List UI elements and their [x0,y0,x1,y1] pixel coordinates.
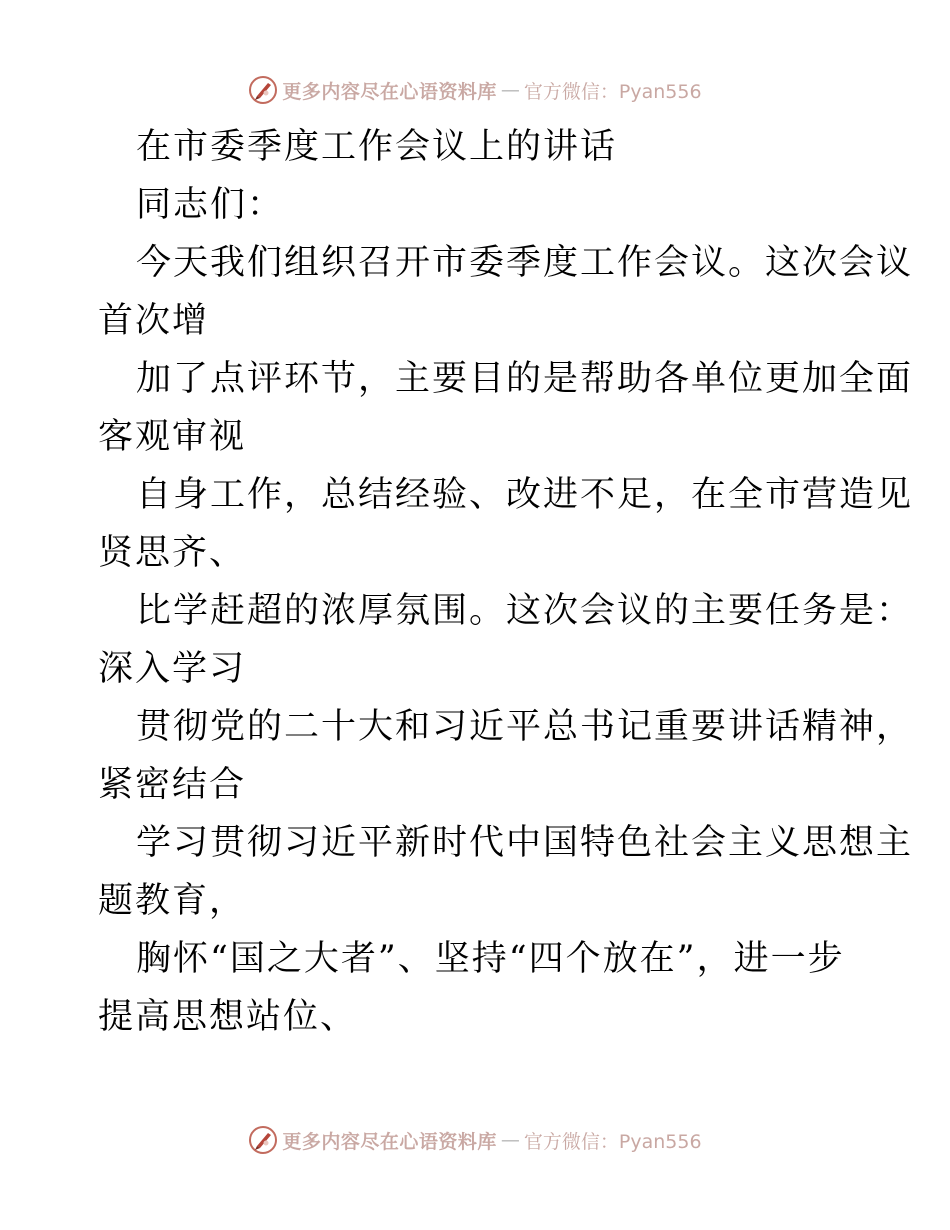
paragraph-line: 紧密结合 [98,765,247,805]
quill-pen-logo-icon [248,75,278,105]
document-body [98,118,914,1046]
paragraph-line: 学习贯彻习近平新时代中国特色社会主义思想主 [136,823,914,863]
document-title: 在市委季度工作会议上的讲话 [136,127,618,167]
watermark-content [248,75,701,105]
paragraph-line: 客观审视 [98,417,247,457]
watermark-wechat-text: 官方微信：Pyan556 [523,80,702,103]
paragraph-line: 提高思想站位、 [98,997,358,1037]
paragraph-line: 自身工作，总结经验、改进不足，在全市营造见 [136,475,914,515]
watermark-brand-text: 更多内容尽在心语资料库 [282,1130,497,1153]
paragraph-line: 贤思齐、 [98,533,247,573]
paragraph-line: 加了点评环节，主要目的是帮助各单位更加全面 [136,359,914,399]
paragraph-line: 比学赶超的浓厚氛围。这次会议的主要任务是： [136,591,914,631]
watermark-dash: — [500,79,520,101]
watermark-footer [0,1120,950,1160]
watermark-wechat-text: 官方微信：Pyan556 [523,1130,702,1153]
document-salutation: 同志们： [136,185,285,225]
watermark-content [248,1125,701,1155]
paragraph-line: 贯彻党的二十大和习近平总书记重要讲话精神， [136,707,914,747]
watermark-brand-text: 更多内容尽在心语资料库 [282,80,497,103]
paragraph-line: 深入学习 [98,649,247,689]
watermark-dash: — [500,1129,520,1151]
quill-pen-logo-icon [248,1125,278,1155]
paragraph-line: 胸怀“国之大者”、坚持“四个放在”，进一步 [136,939,845,979]
paragraph-line: 题教育， [98,881,247,921]
paragraph-line: 首次增 [98,301,210,341]
watermark-header [0,70,950,110]
paragraph-line: 今天我们组织召开市委季度工作会议。这次会议 [136,243,914,283]
